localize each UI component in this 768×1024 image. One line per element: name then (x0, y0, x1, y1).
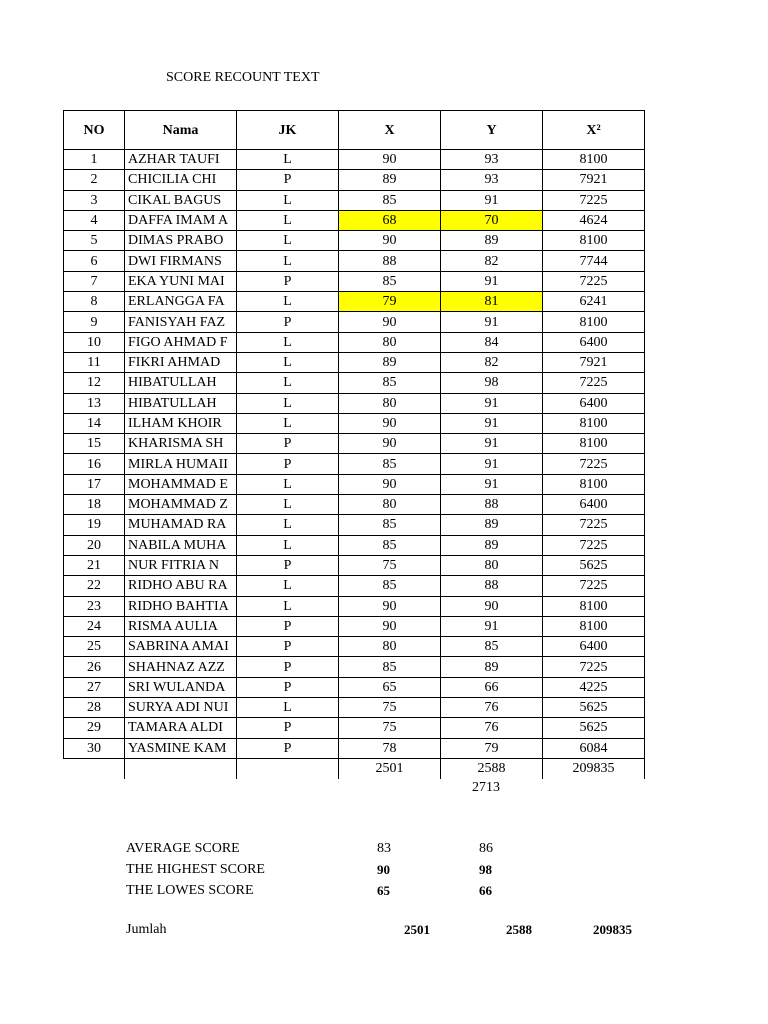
header-x2: X² (543, 111, 645, 150)
cell-jk: P (237, 677, 339, 697)
stat-x: 83 (377, 841, 391, 856)
cell-y: 89 (441, 535, 543, 555)
cell-nama: CIKAL BAGUS (125, 190, 237, 210)
cell-y: 91 (441, 190, 543, 210)
table-row (64, 535, 645, 555)
cell-x2: 7921 (543, 352, 645, 372)
cell-x: 78 (339, 738, 441, 758)
cell-jk: P (237, 637, 339, 657)
table-row (64, 738, 645, 758)
total-x2: 209835 (543, 758, 645, 779)
cell-jk: L (237, 150, 339, 170)
cell-nama: RISMA AULIA (125, 616, 237, 636)
table-row (64, 413, 645, 433)
cell-jk: L (237, 698, 339, 718)
cell-jk: P (237, 271, 339, 291)
cell-x2: 8100 (543, 312, 645, 332)
cell-no: 18 (64, 495, 125, 515)
cell-no: 15 (64, 434, 125, 454)
header-y: Y (441, 111, 543, 150)
cell-jk: L (237, 292, 339, 312)
cell-x2: 5625 (543, 698, 645, 718)
cell-no: 28 (64, 698, 125, 718)
cell-x: 79 (339, 292, 441, 312)
cell-nama: FANISYAH FAZ (125, 312, 237, 332)
cell-jk: L (237, 210, 339, 230)
totals-row (64, 758, 645, 779)
header-x: X (339, 111, 441, 150)
cell-x: 90 (339, 413, 441, 433)
cell-nama: DWI FIRMANS (125, 251, 237, 271)
table-row (64, 190, 645, 210)
cell-x: 85 (339, 373, 441, 393)
cell-no: 9 (64, 312, 125, 332)
table-row (64, 495, 645, 515)
jumlah-y: 2588 (506, 922, 532, 937)
table-row (64, 637, 645, 657)
cell-no: 24 (64, 616, 125, 636)
cell-nama: FIKRI AHMAD (125, 352, 237, 372)
cell-no: 10 (64, 332, 125, 352)
cell-y: 98 (441, 373, 543, 393)
cell-y: 91 (441, 434, 543, 454)
cell-no: 13 (64, 393, 125, 413)
cell-no: 25 (64, 637, 125, 657)
table-row (64, 312, 645, 332)
cell-y: 82 (441, 352, 543, 372)
table-row (64, 718, 645, 738)
cell-jk: P (237, 718, 339, 738)
cell-x2: 8100 (543, 616, 645, 636)
cell-x: 90 (339, 150, 441, 170)
cell-x2: 7225 (543, 576, 645, 596)
cell-no: 20 (64, 535, 125, 555)
cell-jk: L (237, 251, 339, 271)
table-row (64, 352, 645, 372)
table-row (64, 332, 645, 352)
extra-y-total: 2713 (472, 780, 500, 795)
cell-y: 84 (441, 332, 543, 352)
cell-x2: 7744 (543, 251, 645, 271)
cell-jk: P (237, 657, 339, 677)
cell-y: 70 (441, 210, 543, 230)
cell-y: 88 (441, 495, 543, 515)
cell-no: 26 (64, 657, 125, 677)
cell-x: 85 (339, 657, 441, 677)
cell-jk: L (237, 190, 339, 210)
cell-x: 90 (339, 434, 441, 454)
cell-no: 27 (64, 677, 125, 697)
cell-x2: 7225 (543, 373, 645, 393)
cell-no: 30 (64, 738, 125, 758)
cell-x2: 8100 (543, 231, 645, 251)
cell-x: 85 (339, 535, 441, 555)
cell-x: 90 (339, 231, 441, 251)
cell-no: 12 (64, 373, 125, 393)
table-row (64, 251, 645, 271)
cell-y: 81 (441, 292, 543, 312)
cell-no: 1 (64, 150, 125, 170)
cell-y: 91 (441, 413, 543, 433)
cell-x2: 7225 (543, 657, 645, 677)
cell-no: 6 (64, 251, 125, 271)
stat-y: 98 (479, 862, 492, 877)
cell-x2: 6400 (543, 495, 645, 515)
cell-jk: L (237, 535, 339, 555)
cell-nama: SHAHNAZ AZZ (125, 657, 237, 677)
header-jk: JK (237, 111, 339, 150)
cell-y: 91 (441, 393, 543, 413)
table-header-row (64, 111, 645, 150)
cell-nama: HIBATULLAH (125, 393, 237, 413)
cell-no: 19 (64, 515, 125, 535)
cell-x: 68 (339, 210, 441, 230)
cell-jk: L (237, 373, 339, 393)
cell-y: 88 (441, 576, 543, 596)
table-row (64, 434, 645, 454)
cell-x2: 7225 (543, 454, 645, 474)
stat-label: THE HIGHEST SCORE (126, 862, 265, 877)
cell-jk: L (237, 515, 339, 535)
cell-no: 7 (64, 271, 125, 291)
cell-x2: 8100 (543, 596, 645, 616)
cell-no: 3 (64, 190, 125, 210)
cell-y: 91 (441, 312, 543, 332)
stat-x: 90 (377, 862, 390, 877)
cell-nama: NUR FITRIA N (125, 555, 237, 575)
cell-no: 14 (64, 413, 125, 433)
header-nama: Nama (125, 111, 237, 150)
cell-jk: P (237, 616, 339, 636)
cell-x2: 7225 (543, 515, 645, 535)
table-row (64, 150, 645, 170)
table-row (64, 657, 645, 677)
table-row (64, 231, 645, 251)
jumlah-x: 2501 (404, 922, 430, 937)
cell-x: 90 (339, 596, 441, 616)
cell-x2: 8100 (543, 434, 645, 454)
table-row (64, 555, 645, 575)
cell-x2: 8100 (543, 413, 645, 433)
cell-x: 80 (339, 495, 441, 515)
cell-x: 88 (339, 251, 441, 271)
jumlah-x2: 209835 (593, 922, 632, 937)
total-y: 2588 (441, 758, 543, 779)
cell-y: 89 (441, 657, 543, 677)
cell-nama: EKA YUNI MAI (125, 271, 237, 291)
cell-no: 23 (64, 596, 125, 616)
cell-x2: 7921 (543, 170, 645, 190)
cell-x2: 6400 (543, 637, 645, 657)
cell-jk: L (237, 596, 339, 616)
stat-label: AVERAGE SCORE (126, 841, 240, 856)
table-row (64, 616, 645, 636)
cell-y: 93 (441, 150, 543, 170)
cell-nama: SABRINA AMAI (125, 637, 237, 657)
stat-y: 66 (479, 883, 492, 898)
cell-y: 90 (441, 596, 543, 616)
score-table (63, 110, 645, 779)
table-row (64, 454, 645, 474)
cell-jk: P (237, 555, 339, 575)
cell-nama: NABILA MUHA (125, 535, 237, 555)
table-row (64, 292, 645, 312)
cell-jk: L (237, 332, 339, 352)
cell-nama: RIDHO BAHTIA (125, 596, 237, 616)
cell-nama: MUHAMAD RA (125, 515, 237, 535)
cell-x: 80 (339, 332, 441, 352)
cell-x2: 6400 (543, 393, 645, 413)
cell-x2: 7225 (543, 535, 645, 555)
stat-y: 86 (479, 841, 493, 856)
cell-x2: 7225 (543, 271, 645, 291)
table-row (64, 677, 645, 697)
cell-x2: 4624 (543, 210, 645, 230)
cell-nama: DIMAS PRABO (125, 231, 237, 251)
cell-x: 75 (339, 555, 441, 575)
cell-x: 85 (339, 190, 441, 210)
cell-no: 29 (64, 718, 125, 738)
table-row (64, 698, 645, 718)
jumlah-label: Jumlah (126, 922, 167, 937)
cell-jk: P (237, 312, 339, 332)
cell-x2: 5625 (543, 718, 645, 738)
cell-jk: L (237, 495, 339, 515)
cell-y: 79 (441, 738, 543, 758)
header-no: NO (64, 111, 125, 150)
cell-jk: L (237, 576, 339, 596)
cell-no: 21 (64, 555, 125, 575)
cell-nama: ERLANGGA FA (125, 292, 237, 312)
table-row (64, 210, 645, 230)
cell-y: 66 (441, 677, 543, 697)
table-row (64, 596, 645, 616)
cell-x: 75 (339, 718, 441, 738)
cell-x2: 6400 (543, 332, 645, 352)
cell-nama: DAFFA IMAM A (125, 210, 237, 230)
cell-y: 91 (441, 474, 543, 494)
cell-nama: CHICILIA CHI (125, 170, 237, 190)
cell-y: 76 (441, 698, 543, 718)
cell-x: 85 (339, 271, 441, 291)
cell-nama: KHARISMA SH (125, 434, 237, 454)
cell-nama: RIDHO ABU RA (125, 576, 237, 596)
cell-y: 91 (441, 616, 543, 636)
cell-y: 80 (441, 555, 543, 575)
cell-x: 65 (339, 677, 441, 697)
cell-x: 85 (339, 515, 441, 535)
cell-x2: 5625 (543, 555, 645, 575)
cell-nama: HIBATULLAH (125, 373, 237, 393)
cell-no: 2 (64, 170, 125, 190)
cell-x: 90 (339, 474, 441, 494)
cell-jk: P (237, 738, 339, 758)
cell-x: 90 (339, 616, 441, 636)
cell-no: 16 (64, 454, 125, 474)
cell-nama: MOHAMMAD E (125, 474, 237, 494)
cell-jk: L (237, 393, 339, 413)
cell-nama: SURYA ADI NUI (125, 698, 237, 718)
stat-label: THE LOWES SCORE (126, 883, 254, 898)
cell-x: 89 (339, 352, 441, 372)
cell-y: 91 (441, 454, 543, 474)
cell-nama: MOHAMMAD Z (125, 495, 237, 515)
cell-nama: ILHAM KHOIR (125, 413, 237, 433)
cell-y: 82 (441, 251, 543, 271)
cell-jk: P (237, 434, 339, 454)
cell-jk: L (237, 474, 339, 494)
cell-y: 93 (441, 170, 543, 190)
cell-jk: P (237, 454, 339, 474)
cell-nama: FIGO AHMAD F (125, 332, 237, 352)
cell-x2: 8100 (543, 150, 645, 170)
cell-nama: TAMARA ALDI (125, 718, 237, 738)
cell-y: 85 (441, 637, 543, 657)
cell-nama: SRI WULANDA (125, 677, 237, 697)
cell-no: 5 (64, 231, 125, 251)
total-x: 2501 (339, 758, 441, 779)
table-row (64, 393, 645, 413)
cell-no: 11 (64, 352, 125, 372)
page-title: SCORE RECOUNT TEXT (166, 70, 320, 85)
table-row (64, 170, 645, 190)
cell-y: 76 (441, 718, 543, 738)
table-row (64, 474, 645, 494)
cell-jk: L (237, 413, 339, 433)
cell-x2: 6084 (543, 738, 645, 758)
cell-no: 17 (64, 474, 125, 494)
cell-jk: L (237, 231, 339, 251)
cell-x: 85 (339, 576, 441, 596)
cell-y: 89 (441, 231, 543, 251)
stat-x: 65 (377, 883, 390, 898)
cell-x: 80 (339, 393, 441, 413)
table-row (64, 515, 645, 535)
cell-x: 85 (339, 454, 441, 474)
cell-x: 75 (339, 698, 441, 718)
cell-x: 80 (339, 637, 441, 657)
table-row (64, 576, 645, 596)
cell-jk: P (237, 170, 339, 190)
cell-x2: 4225 (543, 677, 645, 697)
cell-nama: AZHAR TAUFI (125, 150, 237, 170)
cell-y: 89 (441, 515, 543, 535)
cell-nama: YASMINE KAM (125, 738, 237, 758)
cell-x: 90 (339, 312, 441, 332)
cell-x2: 8100 (543, 474, 645, 494)
cell-jk: L (237, 352, 339, 372)
cell-nama: MIRLA HUMAII (125, 454, 237, 474)
cell-y: 91 (441, 271, 543, 291)
cell-no: 4 (64, 210, 125, 230)
cell-no: 8 (64, 292, 125, 312)
cell-x2: 6241 (543, 292, 645, 312)
cell-no: 22 (64, 576, 125, 596)
cell-x: 89 (339, 170, 441, 190)
table-row (64, 373, 645, 393)
cell-x2: 7225 (543, 190, 645, 210)
table-row (64, 271, 645, 291)
